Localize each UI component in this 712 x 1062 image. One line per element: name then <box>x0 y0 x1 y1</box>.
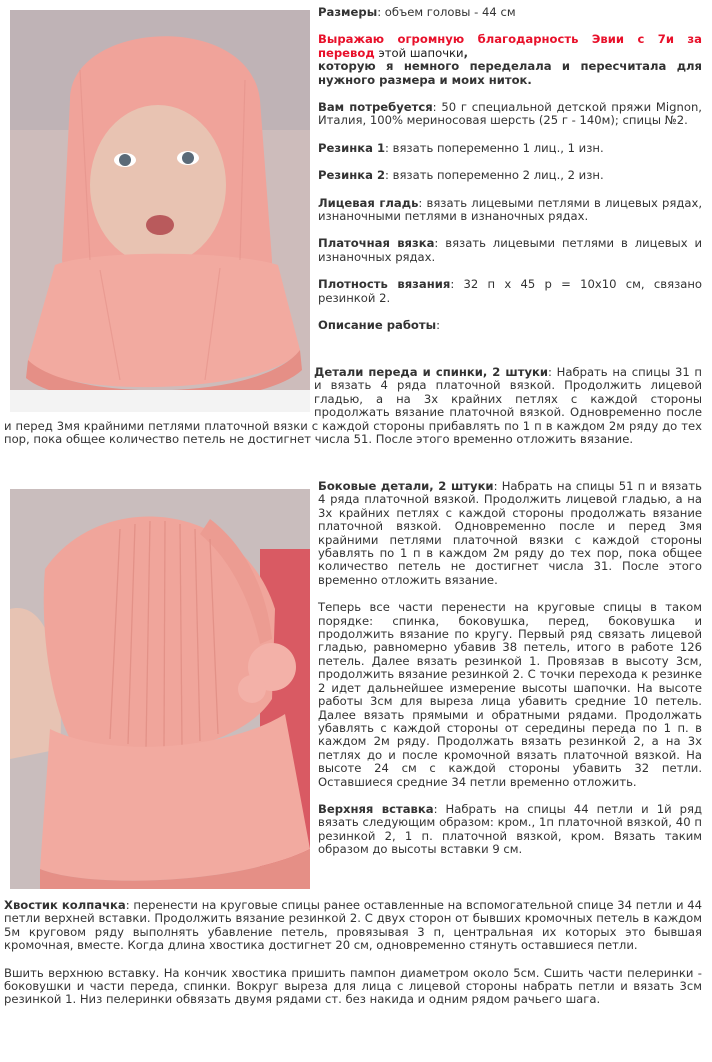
photo-baby-front-image <box>10 10 310 412</box>
thanks-para <box>318 33 702 87</box>
middle-column <box>318 480 702 871</box>
finish-para <box>4 967 702 1007</box>
thanks-bold: которую я немного переделала и пересчитала для нужного размера и моих ниток. <box>318 59 702 87</box>
bottom-section <box>4 899 702 1021</box>
photo-baby-side <box>10 489 310 889</box>
photo-baby-front <box>10 10 310 412</box>
gauge-label: Плотность вязания <box>318 277 451 292</box>
circular-text: Теперь все части перенести на круговые спицы в таком порядке: спинка, боковушка, перед, боковушка и продолжить вязание по кругу. Первый ряд связать лицевой гладью, равномерно убавив 38 петель, итого в работе 126 петель. Далее вязать резинкой 1. Провязав в высоту 3см, продолжить вязание резинкой 2. С точки перехода к резинке 2 идет дальнейшее измерение высоты шапочки. На высоте работы 3см для выреза лица убавить средние 10 петель. Далее вязать прямыми и обратными рядами. Продолжать убавлять с каждой стороны от середины переда по 1 п. в каждом 2м ряду. Продолжать вязать резинкой 2, а на 3х петлях до и после кромочной вязать платочной вязкой. На высоте 24 см с каждой стороны убавить 32 петли. Оставшиеся средние 34 петли временно отложить. <box>318 600 702 789</box>
front-text: : Набрать на спицы 31 п и вязать 4 ряда платочной вязкой. Продолжить лицевой гладью, а на 3х крайних петлях с каждой стороны продолжать вязание платочной вязкой. Одновременно после и перед 3мя крайними петлями платочной вязки с каждой стороны прибавлять по 1 п в каждом 2м ряду до тех пор, пока общее количество петель не достигнет числа 51. После этого временно отложить вязание. <box>4 365 702 447</box>
photo-baby-side-image <box>10 489 310 889</box>
need-label: Вам потребуется <box>318 100 433 115</box>
side-label: Боковые детали, 2 штуки <box>318 479 494 493</box>
sizes-text: : объем головы - 44 см <box>377 5 516 19</box>
gauge-text: : 32 п х 45 р = 10х10 см, связано резинкой 2. <box>318 277 703 305</box>
rib2-label: Резинка 2 <box>318 168 386 183</box>
side-text: : Набрать на спицы 51 п и вязать 4 ряда платочной вязкой. Продолжить лицевой гладью, а на 3х крайних петлях с каждой стороны продолжать вязание платочной вязкой. Одновременно после и перед 3мя крайними петлями платочной вязки с каждой стороны убавлять по 1 п в каждом 2м ряду до тех пор, пока общее количество петель не достигнет числа 31. После этого временно отложить вязание. <box>318 479 702 587</box>
rib1-label: Резинка 1 <box>318 140 386 155</box>
right-column <box>318 6 702 347</box>
stock-text: : вязать лицевыми петлями в лицевых рядах, изнаночными петлями в изнаночных рядах. <box>318 195 703 224</box>
circular-para <box>318 601 702 789</box>
front-section <box>4 366 702 446</box>
sizes-label: Размеры <box>318 5 378 19</box>
desc-para <box>318 319 702 332</box>
tail-label: Хвостик колпачка <box>4 898 126 912</box>
float-spacer <box>4 366 314 414</box>
rib1-para <box>318 142 702 155</box>
thanks-red: Выражаю огромную благодарность Эвии с 7и за перевод <box>318 32 702 60</box>
tail-text: : перенести на круговые спицы ранее оставленные на вспомогательной спице 34 петли и 44 петли верхней вставки. Продолжить вязание резинкой 2. С двух сторон от бывших кромочных петель в каждом 5м круговом ряду выполнять убавление петель, провязывая 3 п, центральная их которых это бывшая кромочная, вместе. Когда длина хвостика достигнет 20 см, одновременно стянуть оставшиеся петли. <box>4 898 702 953</box>
garter-para <box>318 237 702 264</box>
top-para <box>318 803 702 857</box>
garter-label: Платочная вязка <box>318 236 435 251</box>
tail-para <box>4 899 702 953</box>
gauge-para <box>318 278 702 305</box>
desc-label: Описание работы <box>318 318 437 333</box>
desc-text: : <box>436 318 441 333</box>
side-para <box>318 480 702 587</box>
translation-link[interactable]: этой шапочки <box>374 45 464 60</box>
need-text: : 50 г специальной детской пряжи Mignon, Италия, 100% мериносовая шерсть (25 г - 140м); спицы №2. <box>318 100 702 128</box>
stock-para <box>318 197 702 224</box>
need-para <box>318 101 702 128</box>
top-text: : Набрать на спицы 44 петли и 1й ряд вязать следующим образом: кром., 1п платочной вязкой, 40 п резинкой 2, 1 п. платочной вязкой, кром. Вязать таким образом до высоты вставки 9 см. <box>318 801 702 857</box>
stock-label: Лицевая гладь <box>318 195 419 210</box>
front-label: Детали переда и спинки, 2 штуки <box>314 365 549 379</box>
rib2-text: : вязать попеременно 2 лиц., 2 изн. <box>385 168 604 183</box>
rib1-text: : вязать попеременно 1 лиц., 1 изн. <box>385 140 604 155</box>
thanks-comma: , <box>463 45 468 60</box>
garter-text: : вязать лицевыми петлями в лицевых и изнаночных рядах. <box>318 236 702 264</box>
sizes-para <box>318 6 702 19</box>
rib2-para <box>318 169 702 182</box>
finish-text: Вшить верхнюю вставку. На кончик хвостика пришить пампон диаметром около 5см. Сшить части пелеринки - боковушки и части переда, спинки. Вокруг выреза для лица с лицевой стороны набрать петли и вязать 3см резинкой 1. Низ пелеринки обвязать двумя рядами ст. без накида и одним рядом рачьего шага. <box>4 965 702 1007</box>
top-label: Верхняя вставка <box>318 801 434 816</box>
